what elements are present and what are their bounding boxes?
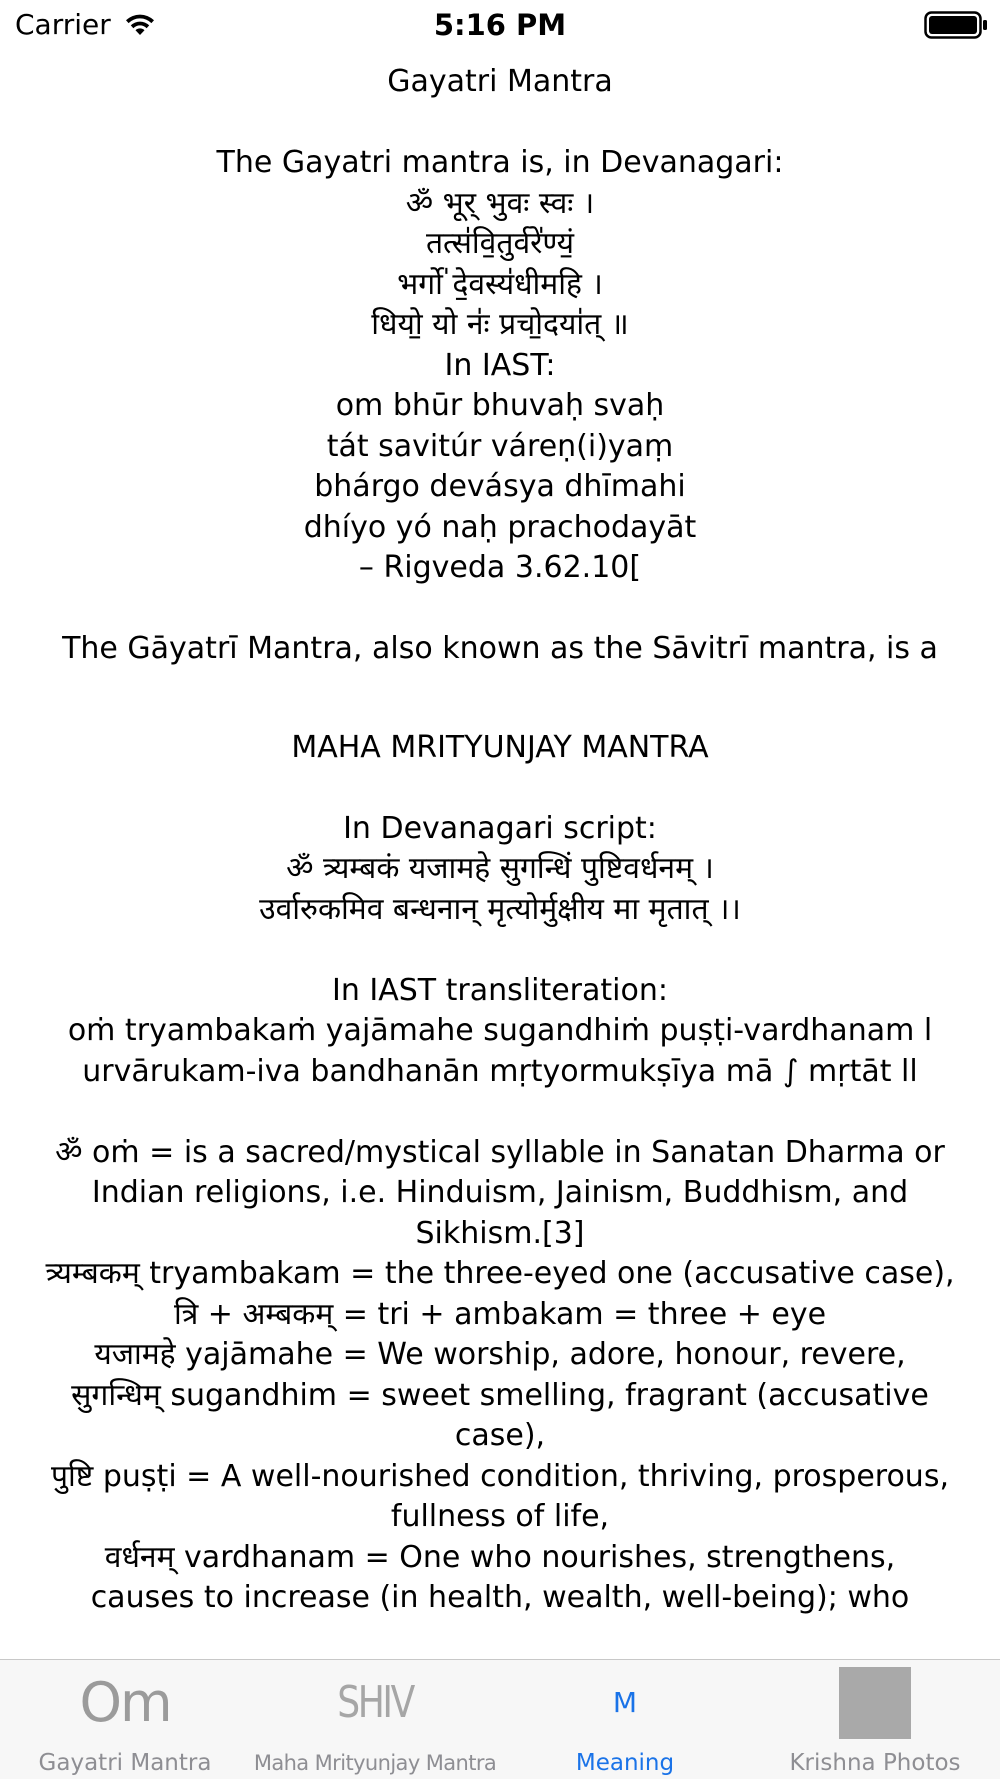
gayatri-summary: The Gāyatrī Mantra, also known as the Sāvitrī mantra, is a xyxy=(62,631,938,666)
gayatri-iast-line: dhíyo yó naḥ prachodayāt xyxy=(303,509,697,545)
meaning-entry: सुगन्धिम् sugandhim = sweet smelling, fragrant (accusative case), xyxy=(71,1377,929,1453)
gayatri-devanagari-line: धियो॒ यो नः॑ प्रचो॒दया॑त् ॥ xyxy=(371,307,629,342)
status-time: 5:16 PM xyxy=(433,8,567,42)
gayatri-iast-line: om bhūr bhuvaḥ svaḥ xyxy=(335,388,665,423)
meaning-text xyxy=(45,62,955,1619)
gayatri-devanagari-line: तत्स॑वि॒तुर्वरे॑ण्यं॒ xyxy=(425,226,575,261)
krishna-photo-icon xyxy=(750,1664,1000,1742)
maha-iast-label: In IAST transliteration: xyxy=(332,972,668,1008)
maha-iast-line: urvārukam-iva bandhanān mṛtyormukṣīya mā ∫ mṛtāt ll xyxy=(82,1053,918,1089)
meaning-entry: पुष्टि puṣṭi = A well-nourished condition, thriving, prosperous, fullness of life, xyxy=(51,1458,949,1534)
maha-devanagari-line: उर्वारुकमिव बन्धनान् मृत्योर्मुक्षीय मा मृतात् ।। xyxy=(259,891,741,927)
tab-bar xyxy=(0,1659,1000,1779)
tab-maha-mrityunjay-mantra[interactable] xyxy=(250,1660,500,1779)
gayatri-iast-label: In IAST: xyxy=(444,347,556,383)
meaning-entry: यजामहे yajāmahe = We worship, adore, honour, revere, xyxy=(94,1337,906,1372)
meaning-icon: M xyxy=(612,1686,638,1719)
krishna-photo-thumbnail xyxy=(839,1667,911,1739)
tab-label: Maha Mrityunjay Mantra xyxy=(253,1751,497,1775)
gayatri-intro: The Gayatri mantra is, in Devanagari: xyxy=(216,145,784,180)
gayatri-iast-line: bhárgo devásya dhīmahi xyxy=(314,469,686,504)
tab-label: Krishna Photos xyxy=(789,1750,961,1776)
carrier-label: Carrier xyxy=(15,8,111,41)
maha-title: MAHA MRITYUNJAY MANTRA xyxy=(291,729,709,765)
meaning-text-view[interactable] xyxy=(0,62,1000,1640)
battery-icon xyxy=(924,10,988,40)
maha-iast-line: oṁ tryambakaṁ yajāmahe sugandhiṁ puṣṭi-vardhanam l xyxy=(67,1013,933,1048)
tab-label: Meaning xyxy=(575,1750,675,1776)
gayatri-devanagari-line: भर्गो॑ दे॒वस्य॑धीमहि । xyxy=(397,266,603,302)
shiv-icon: SHIV xyxy=(337,1677,413,1728)
gayatri-devanagari-line: ॐ भूर् भुवः स्वः । xyxy=(405,185,595,221)
gayatri-title: Gayatri Mantra xyxy=(387,64,613,99)
meaning-entry: causes to increase (in health, wealth, well-being); who xyxy=(90,1580,910,1615)
tab-krishna-photos[interactable] xyxy=(750,1660,1000,1779)
tab-gayatri-mantra[interactable] xyxy=(0,1660,250,1779)
maha-devanagari-line: ॐ त्र्यम्बकं यजामहे सुगन्धिं पुष्टिवर्धनम् । xyxy=(286,851,714,886)
gayatri-iast-line: tát savitúr váreṇ(i)yaṃ xyxy=(326,428,674,464)
tab-meaning[interactable] xyxy=(500,1660,750,1779)
tab-label: Gayatri Mantra xyxy=(38,1750,212,1776)
status-bar xyxy=(0,0,1000,50)
om-icon: Om xyxy=(79,1671,171,1734)
meaning-entry: त्रि + अम्बकम् = tri + ambakam = three + eye xyxy=(173,1296,827,1332)
meaning-entry: ॐ oṁ = is a sacred/mystical syllable in Sanatan Dharma or Indian religions, i.e. Hinduism, Jainism, Buddhism, and Sikhism.[3] xyxy=(55,1134,945,1251)
meaning-entry: वर्धनम् vardhanam = One who nourishes, strengthens, xyxy=(104,1539,896,1575)
gayatri-source: – Rigveda 3.62.10[ xyxy=(358,550,642,585)
maha-script-label: In Devanagari script: xyxy=(343,810,657,846)
meaning-entry: त्र्यम्बकम् tryambakam = the three-eyed one (accusative case), xyxy=(45,1256,955,1291)
